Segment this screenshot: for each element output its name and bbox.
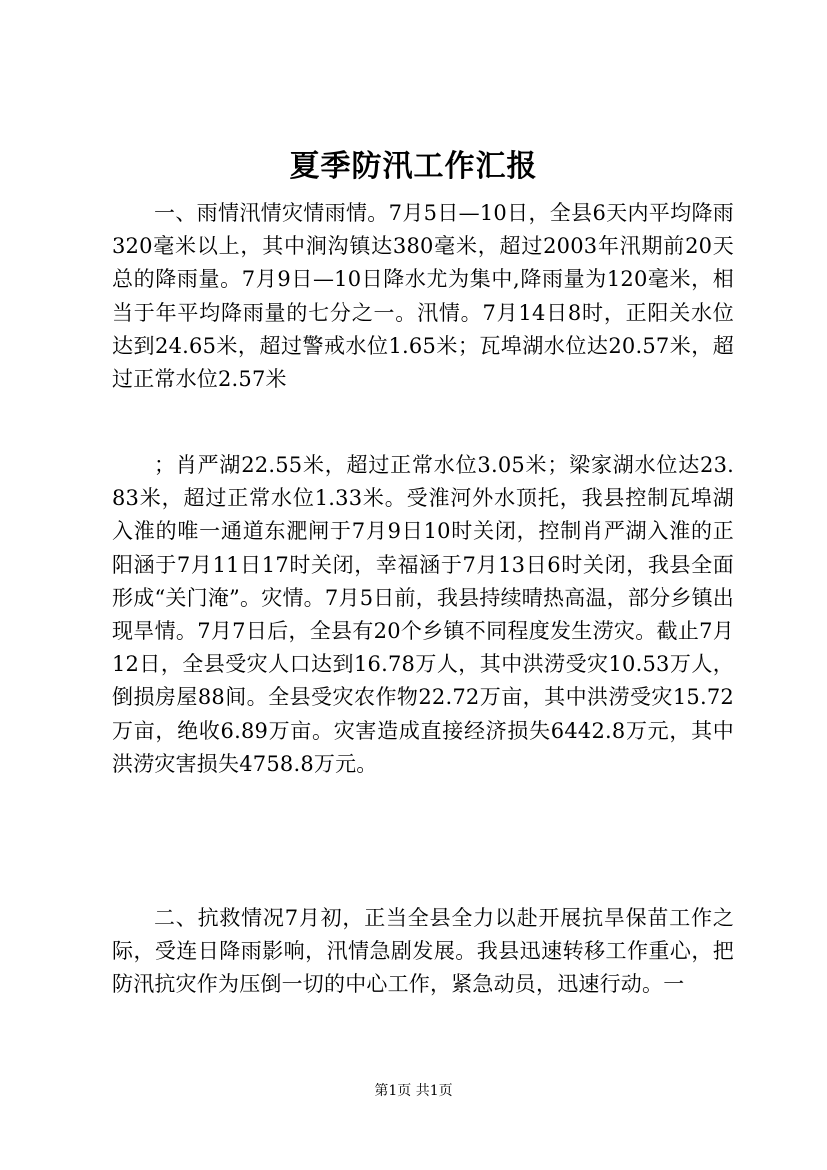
document-title: 夏季防汛工作汇报	[289, 149, 538, 184]
paragraph-water-levels-disaster: ；肖严湖22.55米，超过正常水位3.05米；梁家湖水位达23.83米，超过正常水位1.33米。受淮河外水顶托，我县控制瓦埠湖入淮的唯一通道东淝闸于7月9日10时关闭，控制肖严湖入淮的正阳涵于7月11日17时关闭，幸福涵于7月13日6时关闭，我县全面形成“关门淹”。灾情。7月5日前，我县持续晴热高温，部分乡镇出现旱情。7月7日后，全县有20个乡镇不同程度发生涝灾。截止7月12日，全县受灾人口达到16.78万人，其中洪涝受灾10.53万人，倒损房屋88间。全县受灾农作物22.72万亩，其中洪涝受灾15.72万亩，绝收6.89万亩。灾害造成直接经济损失6442.8万元，其中洪涝灾害损失4758.8万元。	[112, 453, 734, 776]
paragraph-rain-flood-disaster: 一、雨情汛情灾情雨情。7月5日—10日，全县6天内平均降雨320毫米以上，其中涧沟镇达380毫米，超过2003年汛期前20天总的降雨量。7月9日—10日降水尤为集中,降雨量为120毫米，相当于年平均降雨量的七分之一。汛情。7月14日8时，正阳关水位达到24.65米，超过警戒水位1.65米；瓦埠湖水位达20.57米，超过正常水位2.57米	[112, 201, 734, 392]
paragraph-rescue-situation: 二、抗救情况7月初，正当全县全力以赴开展抗旱保苗工作之际，受连日降雨影响，汛情急剧发展。我县迅速转移工作重心，把防汛抗灾作为压倒一切的中心工作，紧急动员，迅速行动。一	[112, 906, 734, 997]
page-footer: 第1页 共1页	[374, 1083, 453, 1099]
